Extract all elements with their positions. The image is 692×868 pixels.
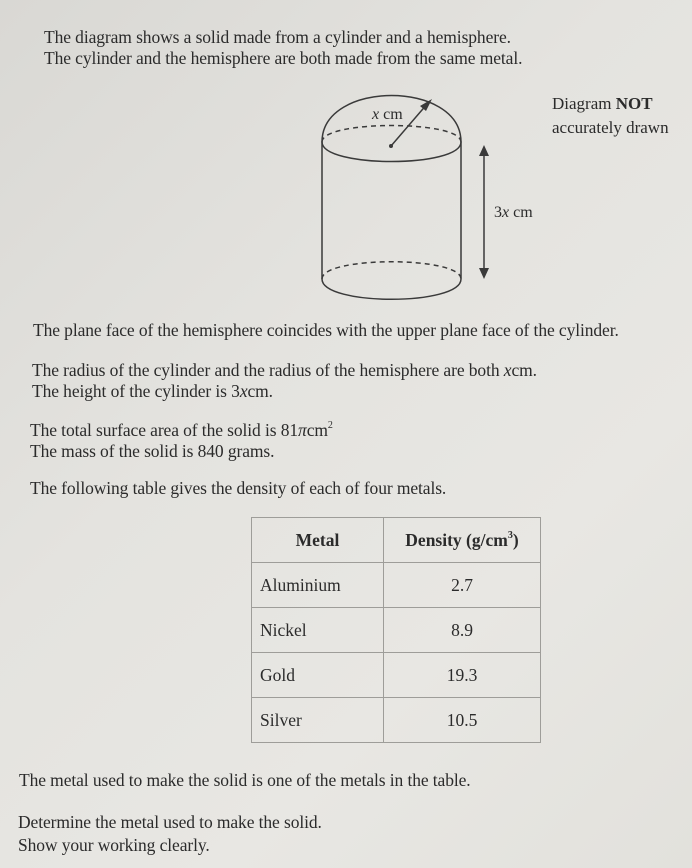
metal-cell: Gold xyxy=(252,653,384,698)
table-intro-text: The following table gives the density of each of four metals. xyxy=(30,478,447,498)
question-task: Determine the metal used to make the solid. xyxy=(18,812,322,832)
metal-cell: Silver xyxy=(252,698,384,743)
height-text: The height of the cylinder is 3xcm. xyxy=(32,381,273,401)
header-density: Density $(g/cm^3)$ xyxy=(384,518,541,563)
question-instruction: Show your working clearly. xyxy=(18,835,210,855)
density-cell: 2.7 xyxy=(384,563,541,608)
table-row xyxy=(252,608,541,653)
mass-text: The mass of the solid is 840 grams. xyxy=(30,441,275,461)
table-header-row xyxy=(252,518,541,563)
intro-line-2: The cylinder and the hemisphere are both made from the same metal. xyxy=(44,48,523,68)
metal-cell: Nickel xyxy=(252,608,384,653)
table-row xyxy=(252,563,541,608)
density-cell: 10.5 xyxy=(384,698,541,743)
metal-cell: Aluminium xyxy=(252,563,384,608)
height-label: 3x cm xyxy=(494,204,533,221)
radius-label: x cm xyxy=(372,106,403,123)
density-table xyxy=(251,517,541,743)
diagram-accuracy-note: Diagram NOT accurately drawn xyxy=(552,94,669,137)
header-metal: Metal xyxy=(252,518,384,563)
surface-area-text: The total surface area of the solid is 81πcm$^2$ xyxy=(30,420,333,440)
table-row xyxy=(252,653,541,698)
radius-text: The radius of the cylinder and the radius of the hemisphere are both xcm. xyxy=(32,360,537,380)
plane-face-text: The plane face of the hemisphere coincides with the upper plane face of the cylinder. xyxy=(33,320,619,340)
solid-figure-icon xyxy=(300,80,560,305)
density-cell: 8.9 xyxy=(384,608,541,653)
question-statement: The metal used to make the solid is one of the metals in the table. xyxy=(19,770,471,790)
intro-line-1: The diagram shows a solid made from a cylinder and a hemisphere. xyxy=(44,27,511,47)
density-cell: 19.3 xyxy=(384,653,541,698)
table-row xyxy=(252,698,541,743)
cylinder-hemisphere-diagram xyxy=(300,80,560,305)
